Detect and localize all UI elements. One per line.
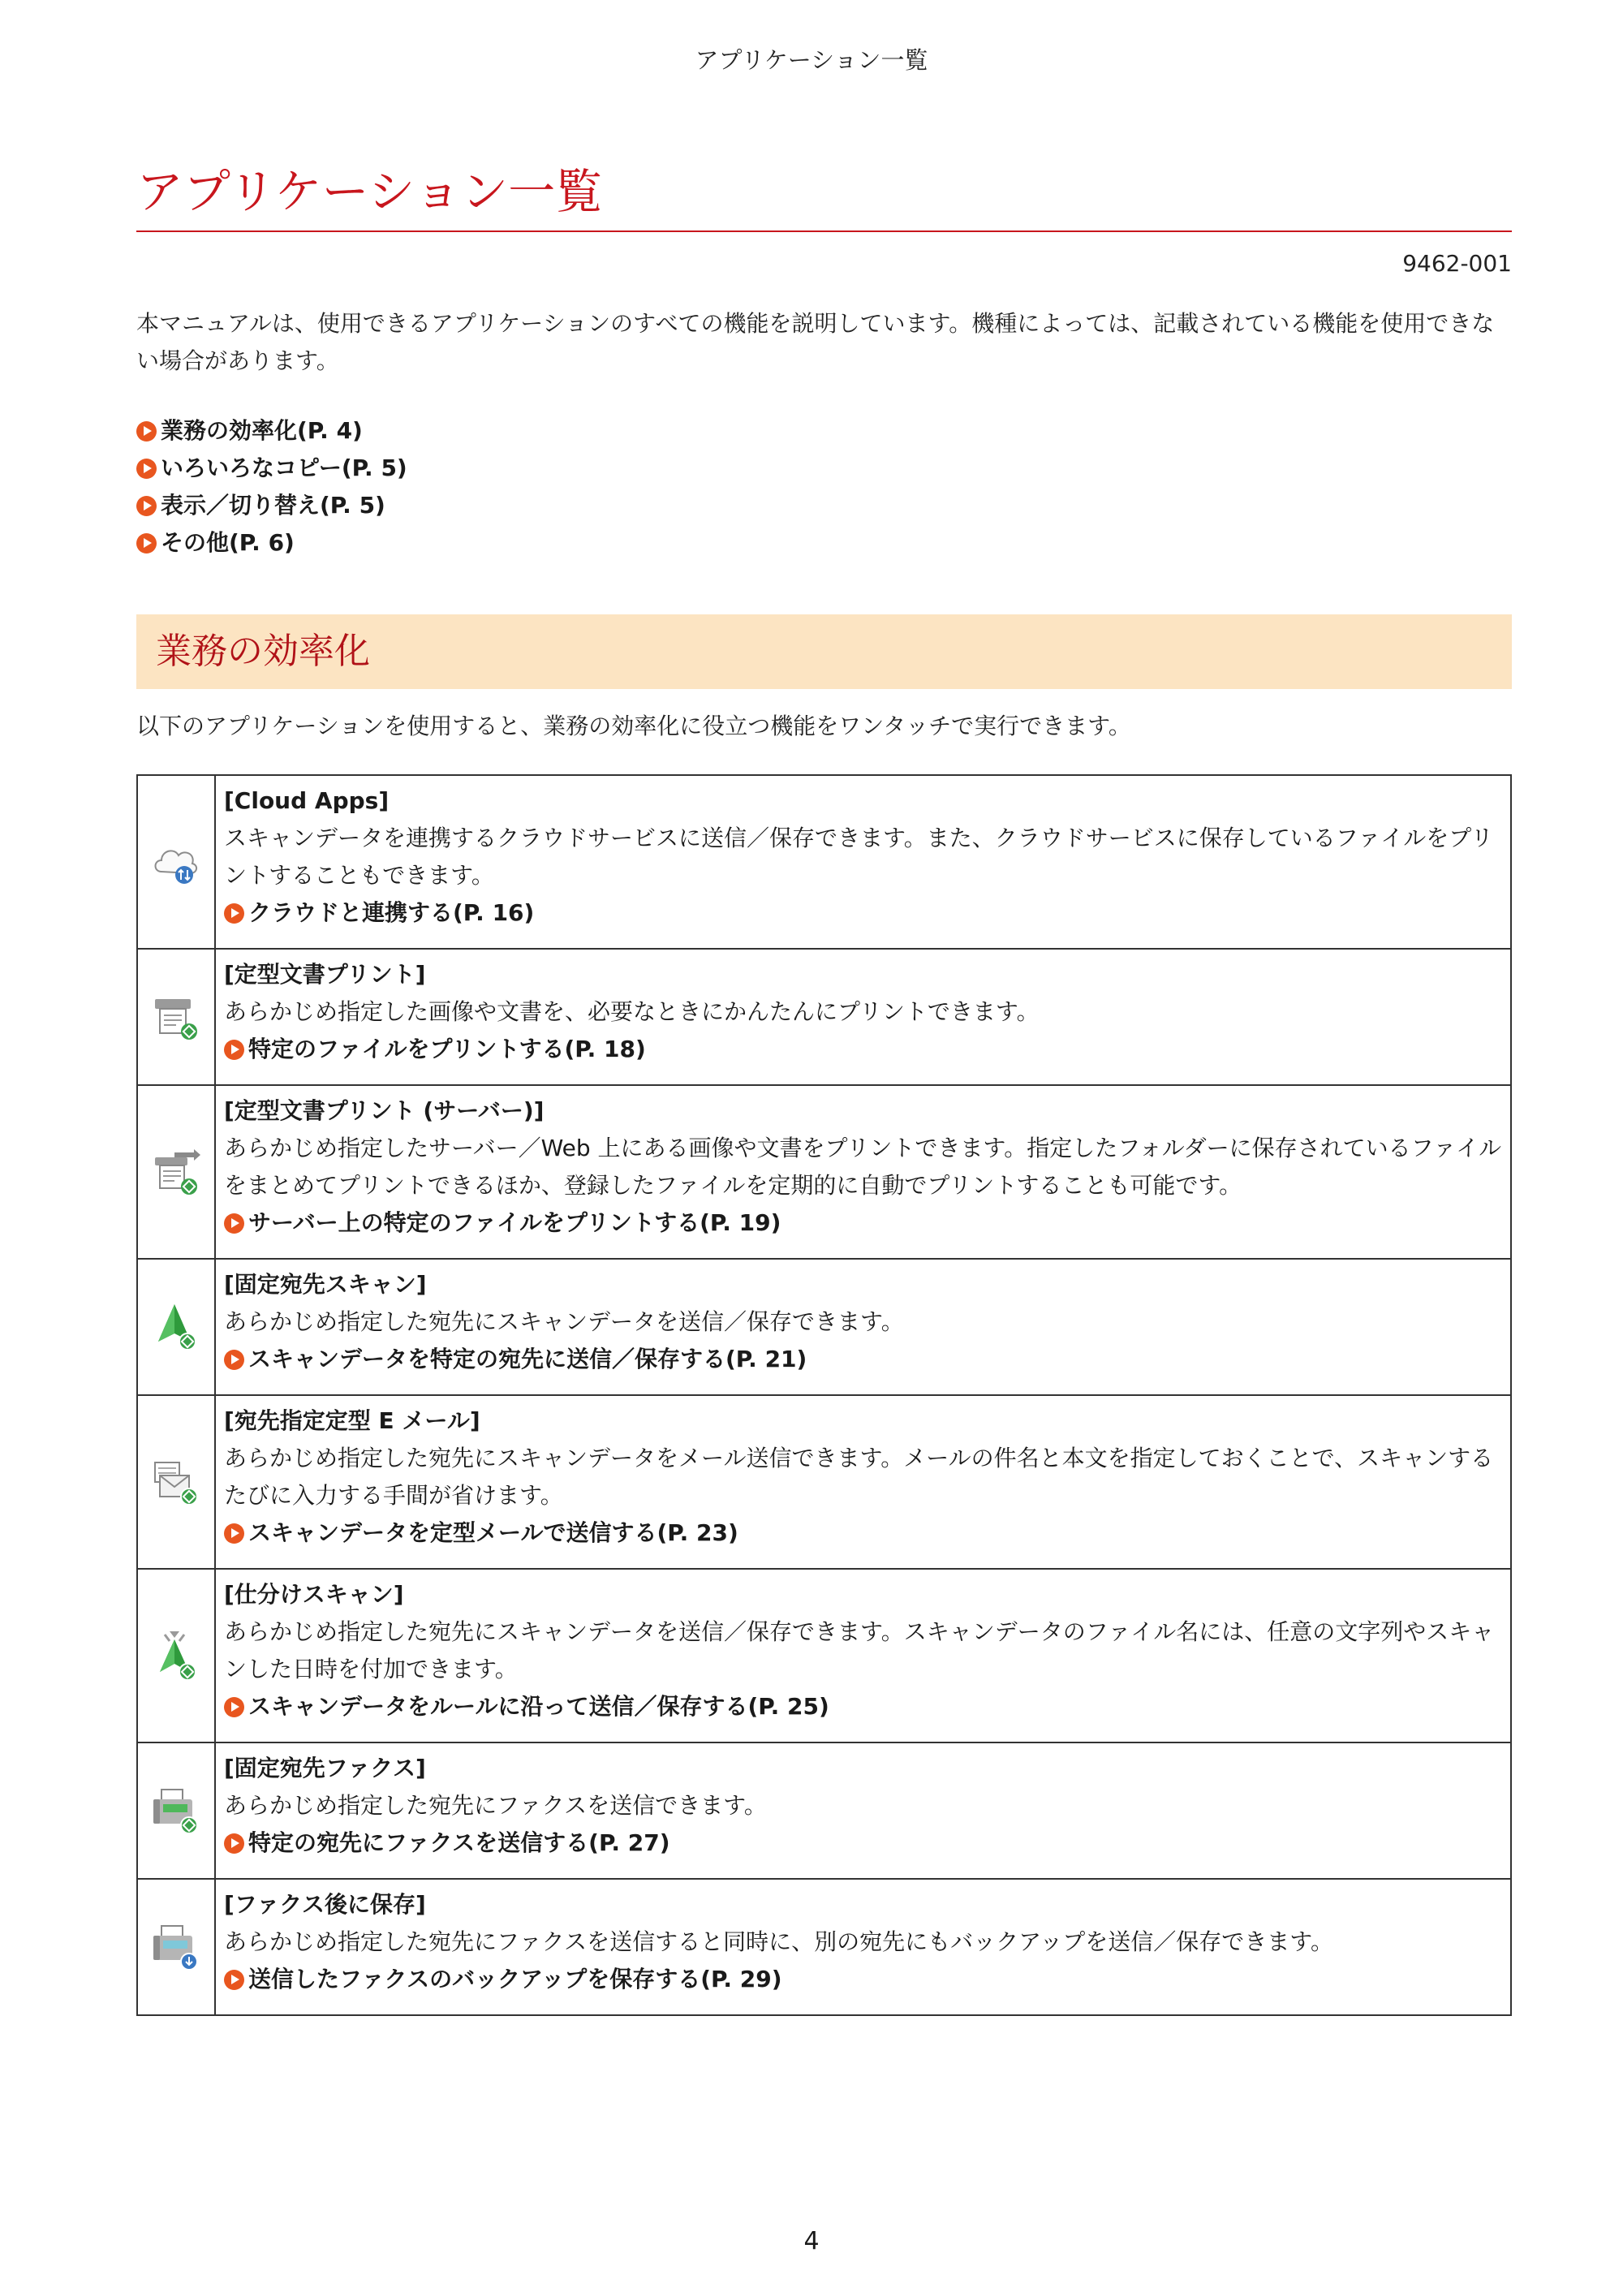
section-heading-band xyxy=(136,614,1512,689)
section-title: 業務の効率化 xyxy=(156,631,370,672)
printer-document-icon xyxy=(138,991,214,1043)
icon-cell xyxy=(137,1879,215,2015)
text-cell xyxy=(215,775,1511,949)
app-name: [ファクス後に保存] xyxy=(224,1891,426,1918)
arrow-right-icon xyxy=(224,1350,244,1370)
toc-link[interactable] xyxy=(136,524,407,562)
arrow-right-icon xyxy=(224,903,244,924)
toc-link-label: 業務の効率化(P. 4) xyxy=(161,417,363,444)
application-table xyxy=(136,774,1512,2016)
app-description: スキャンデータを連携するクラウドサービスに送信／保存できます。また、クラウドサービスに保存しているファイルをプリントすることもできます。 xyxy=(224,825,1494,889)
app-link-label: スキャンデータを特定の宛先に送信／保存する(P. 21) xyxy=(248,1346,807,1372)
cloud-sync-icon xyxy=(138,836,214,888)
text-cell xyxy=(215,1569,1511,1742)
app-link-label: クラウドと連携する(P. 16) xyxy=(248,899,535,926)
icon-cell xyxy=(137,949,215,1085)
page-number: 4 xyxy=(803,2227,820,2255)
text-cell xyxy=(215,1742,1511,1879)
table-row xyxy=(137,1879,1511,2015)
table-row xyxy=(137,1259,1511,1395)
title-rule xyxy=(136,230,1512,232)
table-row xyxy=(137,1085,1511,1259)
arrow-right-icon xyxy=(224,1213,244,1234)
app-description: あらかじめ指定した画像や文書を、必要なときにかんたんにプリントできます。 xyxy=(224,998,1040,1025)
app-link-label: 特定の宛先にファクスを送信する(P. 27) xyxy=(248,1829,670,1856)
arrow-right-icon xyxy=(224,1523,244,1544)
section-intro: 以下のアプリケーションを使用すると、業務の効率化に役立つ機能をワンタッチで実行できます。 xyxy=(136,713,1131,739)
app-name: [宛先指定定型 E メール] xyxy=(224,1407,480,1434)
icon-cell xyxy=(137,775,215,949)
app-link[interactable] xyxy=(224,1031,1507,1068)
document-id: 9462-001 xyxy=(1402,250,1512,277)
app-name: [固定宛先スキャン] xyxy=(224,1271,427,1298)
arrow-right-icon xyxy=(136,533,157,554)
app-link[interactable] xyxy=(224,1204,1507,1242)
icon-cell xyxy=(137,1259,215,1395)
app-name: [Cloud Apps] xyxy=(224,787,390,814)
app-link-label: スキャンデータを定型メールで送信する(P. 23) xyxy=(248,1519,738,1546)
table-row xyxy=(137,1742,1511,1879)
toc-link[interactable] xyxy=(136,412,407,450)
send-scan-icon xyxy=(138,1301,214,1353)
app-link[interactable] xyxy=(224,1514,1507,1552)
app-link[interactable] xyxy=(224,894,1507,932)
app-description: あらかじめ指定した宛先にファクスを送信できます。 xyxy=(224,1792,767,1819)
text-cell xyxy=(215,1259,1511,1395)
mail-template-icon xyxy=(138,1456,214,1508)
arrow-right-icon xyxy=(224,1833,244,1854)
app-link[interactable] xyxy=(224,1961,1507,1998)
toc-link[interactable] xyxy=(136,450,407,487)
arrow-right-icon xyxy=(136,459,157,479)
sort-scan-icon xyxy=(138,1630,214,1682)
icon-cell xyxy=(137,1395,215,1569)
intro-paragraph: 本マニュアルは、使用できるアプリケーションのすべての機能を説明しています。機種によっては、記載されている機能を使用できない場合があります。 xyxy=(136,310,1495,374)
text-cell xyxy=(215,1085,1511,1259)
app-name: [固定宛先ファクス] xyxy=(224,1755,426,1781)
text-cell xyxy=(215,1879,1511,2015)
table-of-contents xyxy=(136,412,407,562)
arrow-right-icon xyxy=(136,496,157,516)
app-description: あらかじめ指定した宛先にスキャンデータをメール送信できます。メールの件名と本文を指定しておくことで、スキャンするたびに入力する手間が省けます。 xyxy=(224,1445,1494,1509)
app-link-label: サーバー上の特定のファイルをプリントする(P. 19) xyxy=(248,1209,781,1236)
table-row xyxy=(137,949,1511,1085)
fax-fixed-icon xyxy=(138,1785,214,1837)
toc-link-label: 表示／切り替え(P. 5) xyxy=(161,492,385,519)
arrow-right-icon xyxy=(136,421,157,442)
app-link-label: 特定のファイルをプリントする(P. 18) xyxy=(248,1036,646,1062)
server-print-icon xyxy=(138,1146,214,1198)
app-link[interactable] xyxy=(224,1688,1507,1725)
arrow-right-icon xyxy=(224,1970,244,1990)
toc-link-label: その他(P. 6) xyxy=(161,529,295,556)
app-description: あらかじめ指定したサーバー／Web 上にある画像や文書をプリントできます。指定したフォルダーに保存されているファイルをまとめてプリントできるほか、登録したファイルを定期的に自動でプリントすることも可能です。 xyxy=(224,1135,1502,1199)
text-cell xyxy=(215,949,1511,1085)
toc-link-label: いろいろなコピー(P. 5) xyxy=(161,454,407,481)
app-description: あらかじめ指定した宛先にファクスを送信すると同時に、別の宛先にもバックアップを送信／保存できます。 xyxy=(224,1928,1333,1955)
app-description: あらかじめ指定した宛先にスキャンデータを送信／保存できます。スキャンデータのファイル名には、任意の文字列やスキャンした日時を付加できます。 xyxy=(224,1618,1495,1682)
table-row xyxy=(137,1395,1511,1569)
app-name: [定型文書プリント (サーバー)] xyxy=(224,1097,545,1124)
app-link-label: 送信したファクスのバックアップを保存する(P. 29) xyxy=(248,1966,782,1992)
page-title: アプリケーション一覧 xyxy=(136,164,603,219)
table-row xyxy=(137,775,1511,949)
arrow-right-icon xyxy=(224,1697,244,1717)
fax-backup-icon xyxy=(138,1921,214,1973)
app-link[interactable] xyxy=(224,1824,1507,1862)
toc-link[interactable] xyxy=(136,487,407,524)
app-name: [定型文書プリント] xyxy=(224,961,426,988)
running-header: アプリケーション一覧 xyxy=(695,46,928,74)
icon-cell xyxy=(137,1569,215,1742)
app-name: [仕分けスキャン] xyxy=(224,1581,404,1608)
app-description: あらかじめ指定した宛先にスキャンデータを送信／保存できます。 xyxy=(224,1308,904,1335)
text-cell xyxy=(215,1395,1511,1569)
arrow-right-icon xyxy=(224,1040,244,1060)
app-link-label: スキャンデータをルールに沿って送信／保存する(P. 25) xyxy=(248,1693,829,1720)
table-row xyxy=(137,1569,1511,1742)
icon-cell xyxy=(137,1742,215,1879)
app-link[interactable] xyxy=(224,1341,1507,1378)
icon-cell xyxy=(137,1085,215,1259)
